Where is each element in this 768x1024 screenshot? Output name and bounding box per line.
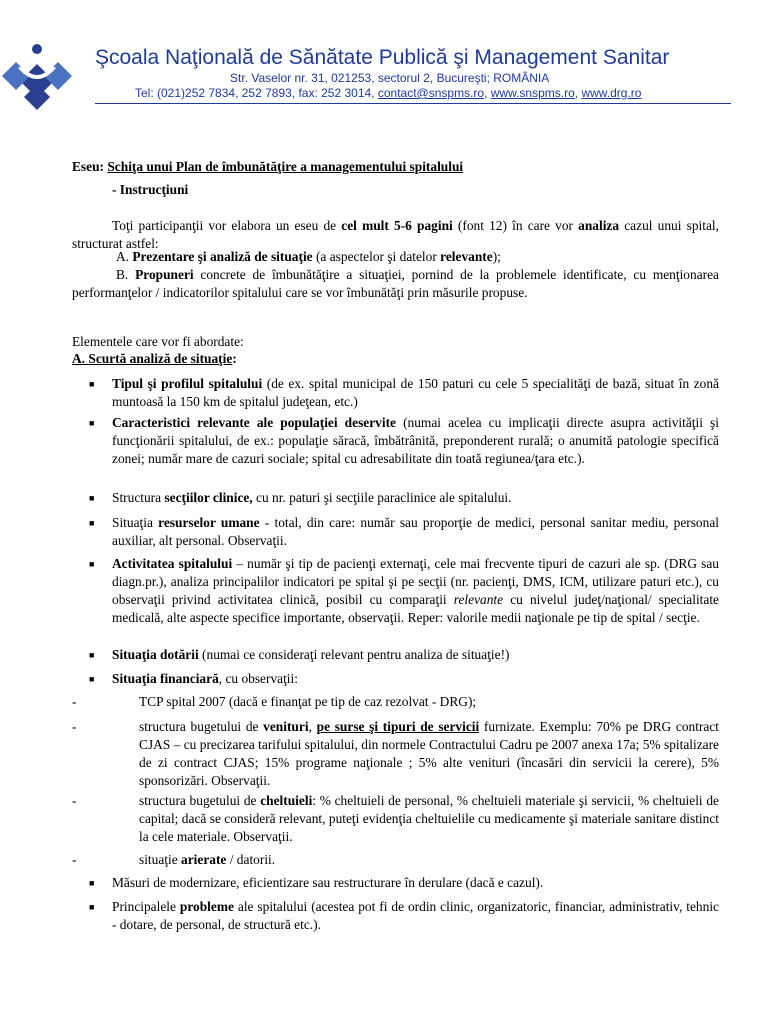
list-item: ■ Situaţia financiară, cu observaţii: xyxy=(89,671,298,686)
school-logo xyxy=(2,40,72,110)
sub-list-item: - structura bugetului de cheltuieli: % cheltuieli de personal, % cheltuieli materiale şi servicii, % cheltuieli de capital; dacă se consideră relevant, puteţi evidenţia cheltuielile cu medicamente şi materiale sanitare distinct la cele materiale. Observaţii. xyxy=(72,793,719,844)
intro-point-b: B. Propuneri concrete de îmbunătăţire a situaţiei, pornind de la problemele identificate, cu menţionarea performanţelor / indicatorilor spitalului care se vor îmbunătăţi prin măsurile propuse. xyxy=(72,267,719,300)
list-item: ■ Tipul şi profilul spitalului (de ex. spital municipal de 150 paturi cu cele 5 specialităţi de bază, situat în zonă muntoasă la 150 km de spitalul judeţean, etc.) xyxy=(89,376,719,409)
list-item: ■ Măsuri de modernizare, eficientizare sau restructurare în derulare (dacă e cazul). xyxy=(89,875,544,890)
list-item: ■ Activitatea spitalului – număr şi tip de pacienţi externaţi, cele mai frecvente tipuri de cazuri ale sp. (DRG sau diagn.pr.), analiza principalilor indicatori pe spital şi pe secţii (nr. pacienţi, DMS, ICM, utilizare paturi etc.), cu observaţii privind activitatea clinică, posibil cu comparaţii relevante cu nivelul judeţ/naţional/ specialitate medicală, alte aspecte specifice importante, observaţii. Reper: valorile medii naţionale pe tip de spital / secţie. xyxy=(89,556,719,625)
separator: , xyxy=(484,86,491,100)
school-address: Str. Vaselor nr. 31, 021253, sectorul 2, Bucureşti; ROMÂNIA xyxy=(230,71,550,85)
separator: , xyxy=(574,86,582,100)
essay-title-text: Schiţa unui Plan de îmbunătăţire a managementului spitalului xyxy=(107,159,464,174)
essay-title xyxy=(72,158,719,176)
school-name: Şcoala Naţională de Sănătate Publică şi Management Sanitar xyxy=(95,46,670,69)
list-item: ■ Structura secţiilor clinice, cu nr. paturi şi secţiile paraclinice ale spitalului. xyxy=(89,490,512,505)
phone-fax: Tel: (021)252 7834, 252 7893, fax: 252 3014, xyxy=(135,86,378,100)
website-link-drg[interactable]: www.drg.ro xyxy=(581,86,642,100)
essay-label: Eseu: xyxy=(72,159,104,174)
essay-subtitle: - Instrucţiuni xyxy=(112,182,189,197)
section-a-heading: A. Scurtă analiză de situaţie: xyxy=(72,351,237,366)
list-item: ■ Situaţia resurselor umane - total, din care: număr sau proporţie de medici, personal sanitar mediu, personal auxiliar, alt personal. Observaţii. xyxy=(89,515,719,548)
sub-list-item: - TCP spital 2007 (dacă e finanţat pe tip de caz rezolvat - DRG); xyxy=(72,694,477,709)
school-contact xyxy=(135,86,641,100)
elements-intro: Elementele care vor fi abordate: xyxy=(72,334,244,349)
intro-paragraph: Toţi participanţii vor elabora un eseu de cel mult 5-6 pagini (font 12) în care vor analiza cazul unui spital, structurat astfel: xyxy=(72,218,719,251)
website-link-snspms[interactable]: www.snspms.ro xyxy=(490,86,575,100)
email-link[interactable]: contact@snspms.ro xyxy=(377,86,485,100)
sub-list-item: - structura bugetului de venituri, pe surse şi tipuri de servicii furnizate. Exemplu: 70% pe DRG contract CJAS – cu precizarea tarifului spitalului, din normele Contractului Cadru pe 2007 anexa 17a; 5% spitalizare de zi contract CJAS; 15% programe naţionale ; 5% alte venituri (încasări din servicii la cerere), 5% sponsorizări. Observaţii. xyxy=(72,719,720,788)
list-item: ■ Caracteristici relevante ale populaţiei deservite (numai acelea cu implicaţii directe asupra activităţii şi funcţionării spitalului, de ex.: populaţie săracă, îmbătrânită, preponderent rurală; o anumită patologie specifică zonei; număr mare de cazuri sociale; spital cu adresabilitate din toată regiunea/ţara etc.). xyxy=(89,415,719,466)
sub-list-item: - situaţie arierate / datorii. xyxy=(72,852,276,867)
header-divider xyxy=(95,103,731,104)
list-item: ■ Principalele probleme ale spitalului (acestea pot fi de ordin clinic, organizatoric, financiar, administrativ, tehnic - dotare, de personal, de structură etc.). xyxy=(89,899,719,932)
list-item: ■ Situaţia dotării (numai ce consideraţi relevant pentru analiza de situaţie!) xyxy=(89,647,510,662)
intro-point-a: A. Prezentare şi analiză de situaţie (a aspectelor şi datelor relevante); xyxy=(116,249,501,264)
